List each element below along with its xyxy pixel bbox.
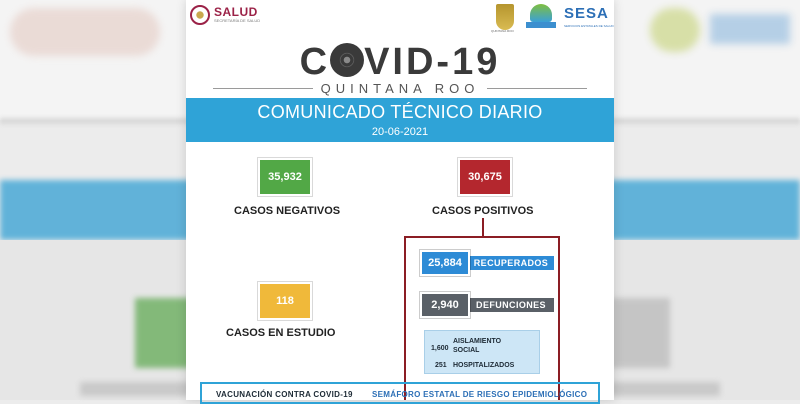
recuperados-label: RECUPERADOS [468,256,554,270]
hospitalizados-label: HOSPITALIZADOS [453,362,515,369]
recuperados-value: 25,884 [420,250,470,276]
divider-left [213,88,313,89]
region-label: QUINTANA ROO [320,80,480,96]
positivos-connector [482,218,484,236]
defunciones-row [420,292,554,318]
recuperados-row [420,250,554,276]
virus-icon [330,43,364,77]
casos-estudio-value: 118 [258,282,312,320]
defunciones-value: 2,940 [420,292,470,318]
state-logo-caption: QUINTANA ROO [491,29,514,33]
tree-logo-base [526,22,556,28]
tree-logo-icon [530,4,552,22]
vaccination-heading: VACUNACIÓN CONTRA COVID-19 [216,390,353,399]
casos-negativos-label: CASOS NEGATIVOS [234,205,341,217]
banner-title: COMUNICADO TÉCNICO DIARIO [257,102,543,122]
divider-right [487,88,587,89]
semaforo-heading: SEMÁFORO ESTATAL DE RIESGO EPIDEMIOLÓGICO [372,390,588,399]
title-block [186,40,614,98]
seal-icon [190,5,210,25]
sesa-logo: SESA [564,5,609,22]
background-state-logo [650,8,700,52]
casos-positivos-value: 30,675 [458,158,512,196]
report-date: 20-06-2021 [371,126,429,138]
casos-estudio-label: CASOS EN ESTUDIO [226,327,336,339]
hospitalizados-value: 251 [435,362,447,369]
casos-positivos-label: CASOS POSITIVOS [432,205,534,217]
salud-logo-text: SALUD [214,5,258,19]
region-row [186,80,614,96]
state-shield-icon [496,4,514,30]
page-title: C VID-19 [299,41,501,83]
casos-negativos-value: 35,932 [258,158,312,196]
background-gray-box [610,298,670,368]
report-banner [186,98,614,142]
salud-logo-subtitle: SECRETARÍA DE SALUD [214,18,261,23]
footer-bar [200,382,600,404]
salud-logo [190,5,260,25]
sesa-logo-subtitle: SERVICIOS ESTATALES DE SALUD [564,24,614,28]
defunciones-label: DEFUNCIONES [468,298,554,312]
background-green-box [135,298,193,368]
report-card [186,0,614,400]
background-salud-logo [10,8,160,56]
header-logos [186,0,614,40]
aislamiento-label: AISLAMIENTO SOCIAL [453,338,502,354]
active-cases-box [424,330,540,374]
background-sesa-logo [710,14,790,44]
aislamiento-value: 1,600 [431,345,449,352]
